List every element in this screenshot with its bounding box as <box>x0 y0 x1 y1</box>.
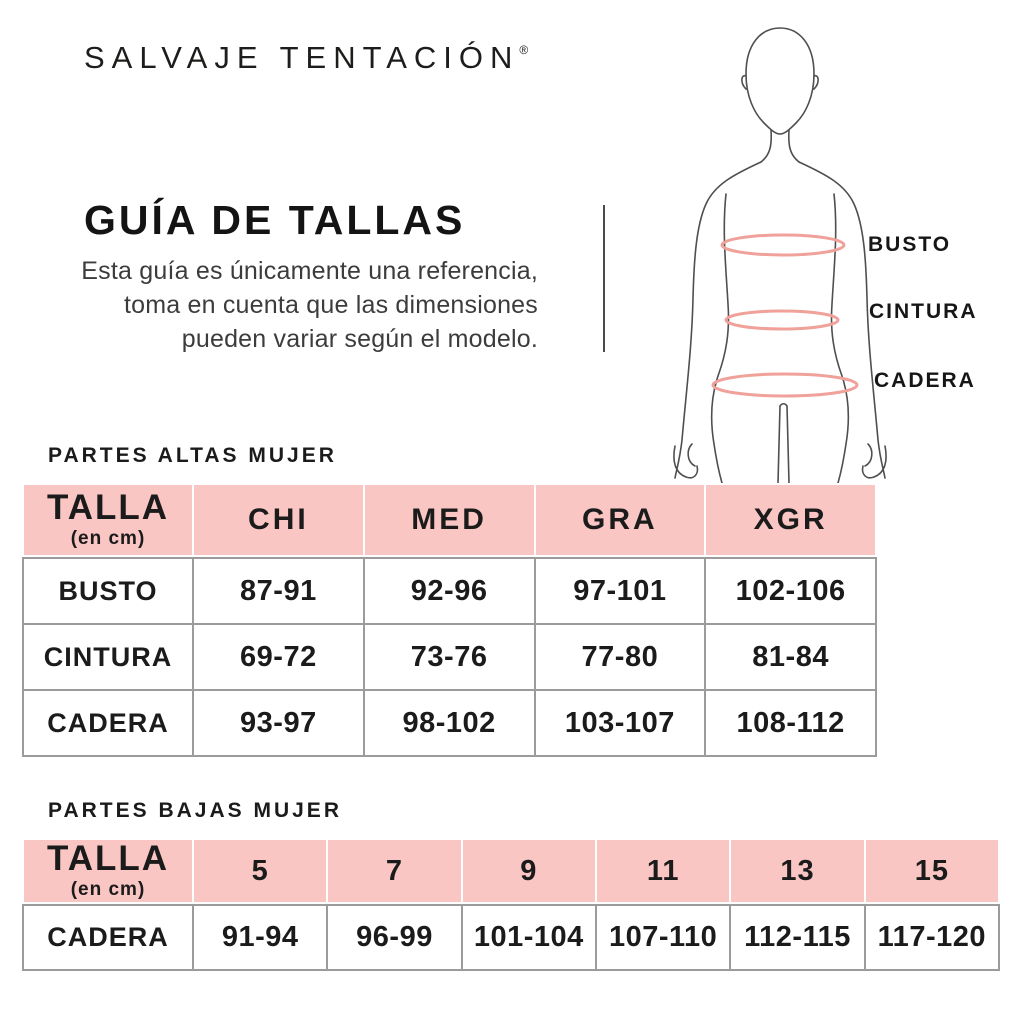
talla-header-cell <box>24 485 192 555</box>
size-header-cell: 5 <box>194 840 326 902</box>
page-title: GUÍA DE TALLAS <box>84 197 466 244</box>
section-title-partes-bajas: PARTES BAJAS MUJER <box>48 799 342 822</box>
section-title-partes-altas: PARTES ALTAS MUJER <box>48 444 337 467</box>
table-body <box>22 904 1000 971</box>
size-header-cell: 15 <box>866 840 998 902</box>
size-value-cell: 87-91 <box>194 559 363 623</box>
guide-description: Esta guía es únicamente una referencia, toma en cuenta que las dimensiones pueden variar según el modelo. <box>81 257 538 353</box>
vertical-divider <box>603 205 605 352</box>
size-value-cell: 103-107 <box>536 691 705 755</box>
size-header-cell: MED <box>365 485 534 555</box>
brand-name: SALVAJE TENTACIÓN <box>84 40 520 75</box>
size-value-cell: 77-80 <box>536 625 705 689</box>
table-header-row <box>22 838 1000 904</box>
hip-measure-line <box>713 374 857 396</box>
hip-label: CADERA <box>874 369 976 392</box>
partes-bajas-table <box>22 838 1000 971</box>
partes-altas-table <box>22 483 877 757</box>
size-header-cell: 13 <box>731 840 863 902</box>
row-label: CINTURA <box>24 625 192 689</box>
row-label: CADERA <box>24 691 192 755</box>
size-value-cell: 97-101 <box>536 559 705 623</box>
size-value-cell: 93-97 <box>194 691 363 755</box>
size-header-cell: XGR <box>706 485 875 555</box>
table-body <box>22 557 877 757</box>
row-label: BUSTO <box>24 559 192 623</box>
size-value-cell: 112-115 <box>731 906 863 969</box>
waist-label: CINTURA <box>869 300 978 323</box>
size-value-cell: 73-76 <box>365 625 534 689</box>
size-value-cell: 107-110 <box>597 906 729 969</box>
size-header-cell: CHI <box>194 485 363 555</box>
registered-trademark-symbol: ® <box>519 43 529 57</box>
size-value-cell: 117-120 <box>866 906 998 969</box>
size-header-cell: 7 <box>328 840 460 902</box>
talla-unit-label: (en cm) <box>70 879 146 900</box>
size-value-cell: 91-94 <box>194 906 326 969</box>
bust-label: BUSTO <box>868 233 952 256</box>
waist-measure-line <box>726 311 838 329</box>
size-header-cell: GRA <box>536 485 705 555</box>
size-value-cell: 69-72 <box>194 625 363 689</box>
row-label: CADERA <box>24 906 192 969</box>
size-value-cell: 81-84 <box>706 625 875 689</box>
bust-measure-line <box>722 235 844 255</box>
talla-label: TALLA <box>46 839 170 878</box>
size-value-cell: 101-104 <box>463 906 595 969</box>
brand-logo <box>84 40 528 76</box>
size-value-cell: 98-102 <box>365 691 534 755</box>
talla-unit-label: (en cm) <box>70 528 146 549</box>
size-value-cell: 96-99 <box>328 906 460 969</box>
size-header-cell: 9 <box>463 840 595 902</box>
size-value-cell: 92-96 <box>365 559 534 623</box>
size-value-cell: 108-112 <box>706 691 875 755</box>
talla-label: TALLA <box>46 488 170 527</box>
talla-header-cell <box>24 840 192 902</box>
size-header-cell: 11 <box>597 840 729 902</box>
size-value-cell: 102-106 <box>706 559 875 623</box>
table-header-row <box>22 483 877 557</box>
